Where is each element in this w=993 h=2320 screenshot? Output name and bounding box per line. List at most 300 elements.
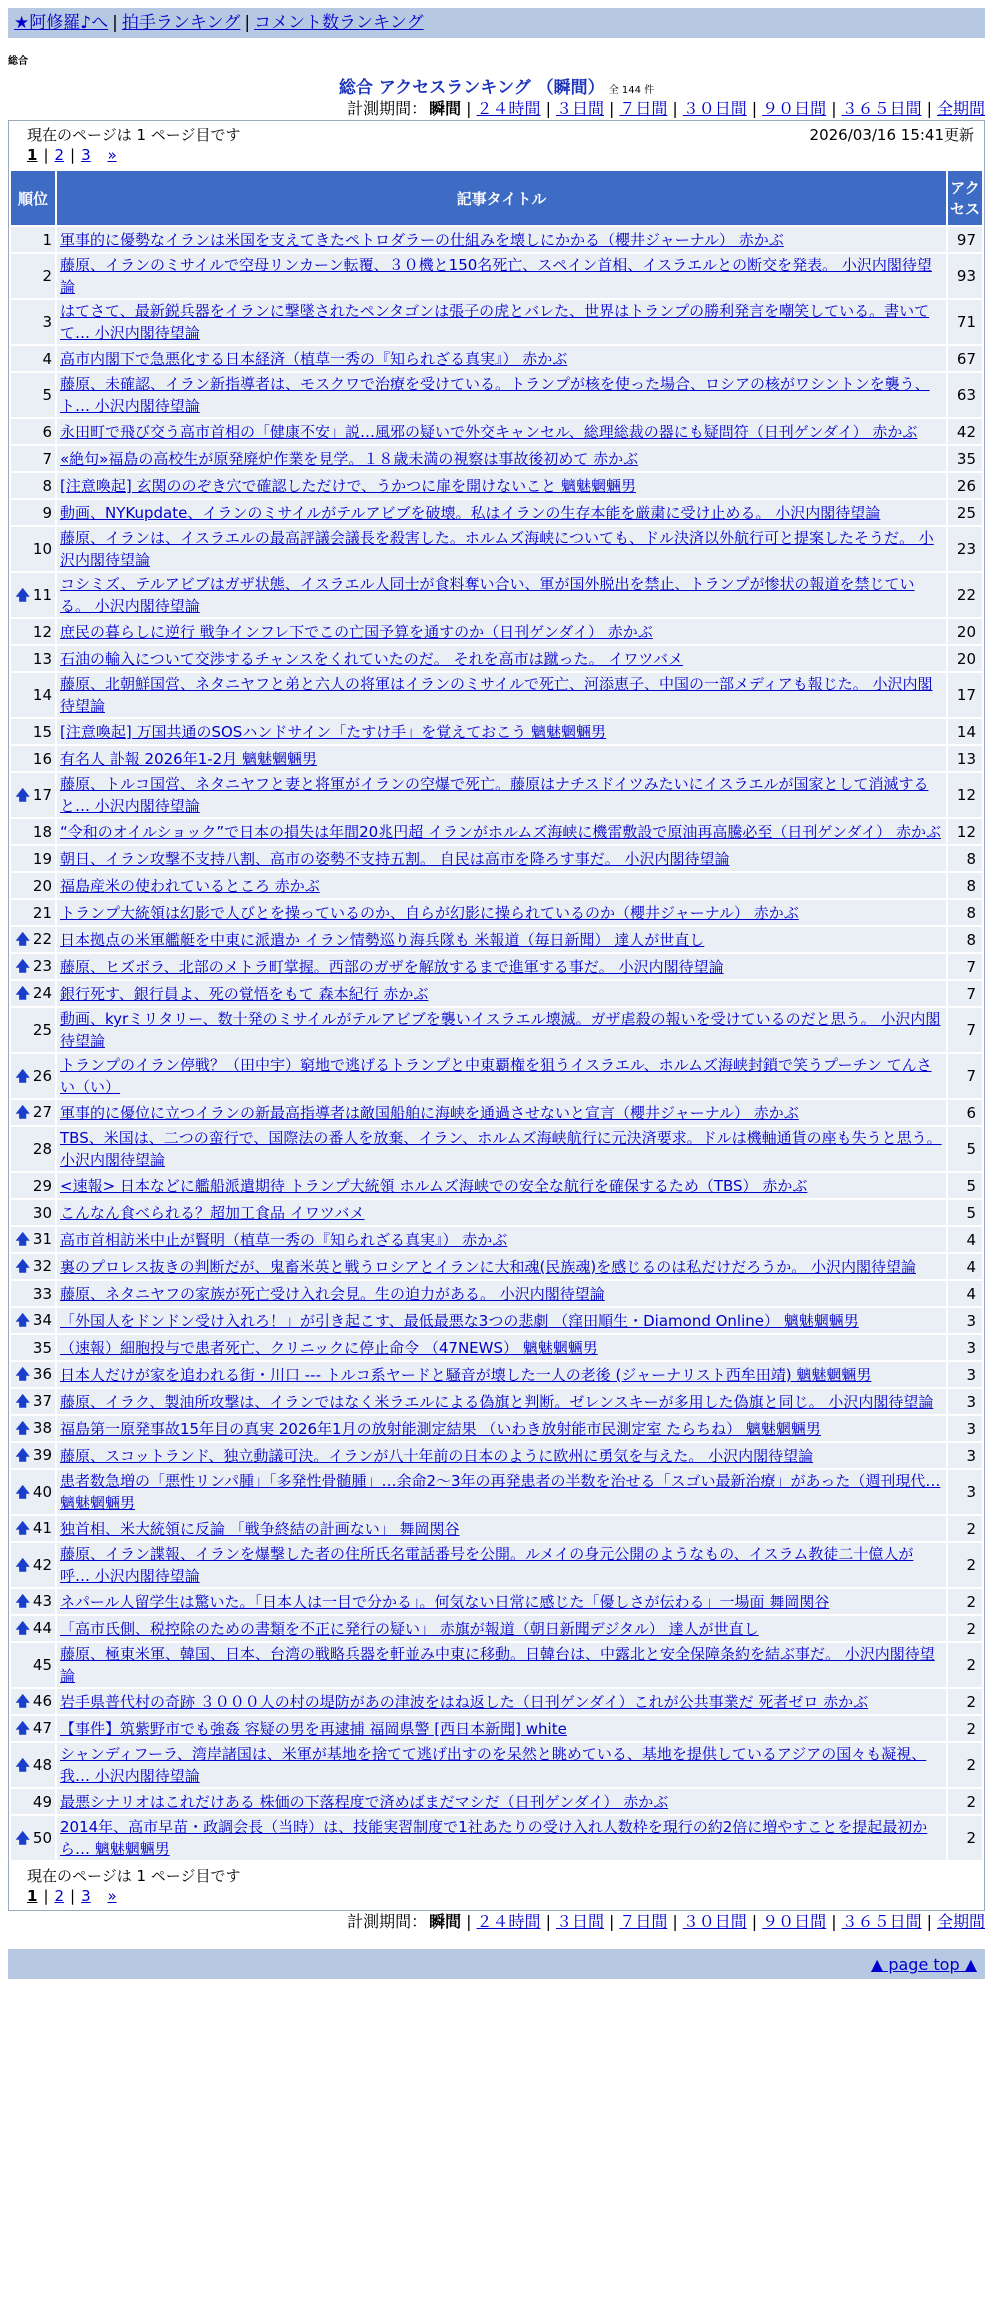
period-link-1[interactable]: ３日間	[555, 99, 604, 118]
rank-number: 41	[32, 1519, 52, 1537]
title-cell	[57, 1254, 946, 1279]
access-count: 3	[948, 1416, 982, 1441]
table-row	[11, 846, 982, 871]
separator: |	[545, 1912, 551, 1931]
up-arrow-icon: 🡅	[15, 787, 30, 804]
rank-number: 29	[32, 1176, 52, 1195]
info-bar	[9, 121, 984, 146]
category-label: 総合	[8, 56, 28, 67]
access-count: 3	[948, 1389, 982, 1414]
rank-number: 35	[32, 1338, 52, 1357]
title-cell	[57, 1643, 946, 1687]
home-link[interactable]: ★阿修羅♪へ	[14, 13, 109, 33]
column-header-access: アクセス	[948, 171, 982, 225]
rank-cell	[11, 300, 55, 344]
access-count: 22	[948, 573, 982, 617]
rank-number: 17	[32, 785, 52, 804]
up-arrow-icon: 🡅	[15, 587, 30, 604]
rank-number: 26	[32, 1066, 52, 1085]
article-link[interactable]: «絶句»福島の高校生が原発廃炉作業を見学。１８歳未満の視察は事故後初めて 赤かぶ	[60, 449, 639, 468]
access-count: 4	[948, 1254, 982, 1279]
table-row	[11, 619, 982, 644]
table-row	[11, 1335, 982, 1360]
separator: |	[466, 1912, 472, 1931]
up-arrow-icon: 🡅	[15, 1259, 30, 1275]
table-row	[11, 673, 982, 717]
rank-number: 28	[32, 1140, 52, 1158]
table-row	[11, 1616, 982, 1641]
separator: |	[70, 1887, 76, 1905]
rank-number: 23	[32, 957, 52, 975]
article-link[interactable]: 藤原、ネタニヤフの家族が死亡受け入れ会見。生の迫力がある。 小沢内閣待望論	[60, 1284, 605, 1303]
access-count: 25	[948, 500, 982, 525]
article-link[interactable]: [注意喚起] 玄関ののぞき穴で確認しただけで、うかつに扉を開けないこと 魑魅魍魎男	[60, 476, 636, 495]
article-link[interactable]: <速報> 日本などに艦船派遣期待 トランプ大統領 ホルムズ海峡での安全な航行を確保するため（TBS） 赤かぶ	[60, 1176, 808, 1195]
table-row	[11, 1516, 982, 1541]
article-link[interactable]: 福島産米の使われているところ 赤かぶ	[60, 876, 320, 895]
table-row	[11, 446, 982, 471]
rank-cell	[11, 1308, 55, 1333]
period-selector-top	[8, 98, 985, 120]
rank-cell	[11, 619, 55, 644]
period-link-1[interactable]: ３日間	[555, 1912, 604, 1931]
up-arrow-icon: 🡅	[15, 1421, 30, 1437]
table-row	[11, 1127, 982, 1171]
bottom-bar	[8, 1949, 985, 1979]
access-count: 14	[948, 719, 982, 744]
separator: |	[672, 99, 678, 118]
period-label: 計測期間：	[347, 99, 428, 118]
article-link[interactable]: はてさて、最新鋭兵器をイランに撃墜されたペンタゴンは張子の虎とバレた、世界はトランプの勝利発言を嘲笑している。書いてて… 小沢内閣待望論	[60, 302, 930, 342]
article-link[interactable]: 「高市氏側、税控除のための書類を不正に発行の疑い」 赤旗が報道（朝日新聞デジタル） 達人が世直し	[60, 1619, 759, 1638]
rank-cell	[11, 419, 55, 444]
separator: |	[112, 13, 118, 33]
table-row	[11, 1716, 982, 1741]
rank-number: 1	[42, 230, 52, 249]
rank-cell	[11, 846, 55, 871]
up-arrow-icon: 🡅	[15, 1757, 30, 1774]
article-link[interactable]: [注意喚起] 万国共通のSOSハンドサイン「たすけ手」を覚えておこう 魑魅魍魎男	[60, 722, 607, 741]
rank-cell	[11, 1470, 55, 1514]
period-link-6[interactable]: 全期間	[936, 1912, 985, 1931]
access-count: 2	[948, 1589, 982, 1614]
pager-next[interactable]: »	[107, 146, 117, 164]
up-arrow-icon: 🡅	[15, 932, 30, 948]
article-link[interactable]: 石油の輸入について交渉するチャンスをくれていたのだ。 それを高市は蹴った。 イワツバメ	[60, 649, 684, 668]
up-arrow-icon: 🡅	[15, 1068, 30, 1085]
article-link[interactable]: 藤原、イラン諜報、イランを爆撃した者の住所氏名電話番号を公開。ルメイの身元公開のようなもの、イスラム教徒二十億人が呼… 小沢内閣待望論	[60, 1545, 914, 1585]
table-row	[11, 1254, 982, 1279]
title-cell	[57, 873, 946, 898]
article-link[interactable]: 軍事的に優勢なイランは米国を支えてきたペトロダラーの仕組みを壊しにかかる（櫻井ジャーナル） 赤かぶ	[60, 230, 784, 249]
separator: |	[244, 13, 251, 33]
rank-number: 25	[32, 1021, 52, 1039]
article-link[interactable]: 藤原、ヒズボラ、北部のメトラ町掌握。西部のガザを解放するまで進軍する事だ。 小沢内閣待望論	[60, 957, 724, 976]
up-arrow-icon: 🡅	[15, 986, 30, 1002]
article-link[interactable]: 藤原、イランのミサイルで空母リンカーン転覆、３０機と150名死亡、スペイン首相、イスラエルとの断交を発表。 小沢内閣待望論	[60, 256, 932, 296]
article-link[interactable]: 藤原、スコットランド、独立動議可決。イランが八十年前の日本のように欧州に勇気を与えた。 小沢内閣待望論	[60, 1446, 814, 1465]
access-count: 2	[948, 1543, 982, 1587]
access-count: 93	[948, 254, 982, 298]
rank-cell	[11, 1335, 55, 1360]
access-count: 12	[948, 819, 982, 844]
period-link-4[interactable]: ９０日間	[762, 1912, 827, 1931]
rank-number: 20	[32, 876, 52, 895]
title-cell	[57, 1335, 946, 1360]
table-row	[11, 1689, 982, 1714]
table-row	[11, 527, 982, 571]
rank-cell	[11, 1254, 55, 1279]
period-selector-bottom	[8, 1911, 985, 1933]
separator: |	[926, 1912, 932, 1931]
table-row	[11, 1200, 982, 1225]
access-count: 8	[948, 900, 982, 925]
column-header-rank: 順位	[11, 171, 55, 225]
title-cell	[57, 746, 946, 771]
separator: |	[608, 99, 615, 118]
table-row	[11, 1054, 982, 1098]
period-current: 瞬間	[429, 99, 462, 118]
rank-cell	[11, 927, 55, 952]
access-count: 26	[948, 473, 982, 498]
rank-cell	[11, 500, 55, 525]
article-link[interactable]: トランプのイラン停戦？（田中宇）窮地で逃げるトランプと中東覇権を狙うイスラエル、ホルムズ海峡封鎖で笑うプーチン てんさい（い）	[60, 1056, 932, 1096]
access-count: 3	[948, 1335, 982, 1360]
rank-cell	[11, 1443, 55, 1468]
up-arrow-icon: 🡅	[15, 1394, 30, 1410]
article-link[interactable]: コシミズ、テルアビブはガザ状態、イスラエル人同士が食料奪い合い、軍が国外脱出を禁止、トランプが惨状の報道を禁じている。 小沢内閣待望論	[60, 575, 915, 615]
up-arrow-icon: 🡅	[15, 1313, 30, 1329]
title-cell	[57, 300, 946, 344]
rank-cell	[11, 1100, 55, 1125]
rank-cell	[11, 1127, 55, 1171]
access-count: 2	[948, 1789, 982, 1814]
title-cell	[57, 819, 946, 844]
table-row	[11, 419, 982, 444]
article-link[interactable]: 【事件】筑紫野市でも強姦 容疑の男を再逮捕 福岡県警 [西日本新聞] white	[60, 1719, 567, 1738]
period-link-6[interactable]: 全期間	[936, 99, 985, 118]
title-cell	[57, 1416, 946, 1441]
rank-cell	[11, 900, 55, 925]
article-link[interactable]: 藤原、イラク、製油所攻撃は、イランではなく米ラエルによる偽旗と判断。ゼレンスキーが多用した偽旗と同じ。 小沢内閣待望論	[60, 1392, 934, 1411]
table-row	[11, 300, 982, 344]
period-link-5[interactable]: ３６５日間	[841, 1912, 922, 1931]
table-row	[11, 254, 982, 298]
title-cell	[57, 1173, 946, 1198]
title-row	[8, 73, 985, 98]
rank-cell	[11, 981, 55, 1006]
rank-number: 27	[32, 1103, 52, 1121]
separator: |	[545, 99, 551, 118]
rank-number: 39	[32, 1446, 52, 1464]
up-arrow-icon: 🡅	[15, 1448, 30, 1464]
rank-cell	[11, 873, 55, 898]
separator: |	[751, 1912, 758, 1931]
period-link-5[interactable]: ３６５日間	[841, 99, 922, 118]
title-cell	[57, 1362, 946, 1387]
article-link[interactable]: トランプ大統領は幻影で人びとを操っているのか、自らが幻影に操られているのか（櫻井ジャーナル） 赤かぶ	[60, 903, 799, 922]
table-row	[11, 1589, 982, 1614]
up-arrow-icon: 🡅	[15, 1830, 30, 1847]
access-count: 3	[948, 1362, 982, 1387]
title-cell	[57, 673, 946, 717]
article-link[interactable]: 藤原、トルコ国営、ネタニヤフと妻と将軍がイランの空爆で死亡。藤原はナチスドイツみたいにイスラエルが国家として消滅すると… 小沢内閣待望論	[60, 775, 929, 815]
rank-cell	[11, 746, 55, 771]
separator: |	[751, 99, 758, 118]
title-cell	[57, 1443, 946, 1468]
article-link[interactable]: ネパール人留学生は驚いた。「日本人は一目で分かる」。何気ない日常に感じた「優しさが伝わる」一場面 舞岡関谷	[60, 1592, 830, 1611]
separator: |	[831, 99, 837, 118]
article-link[interactable]: 患者数急増の「悪性リンパ腫」「多発性骨髄腫」…余命2～3年の再発患者の半数を治せる「スゴい最新治療」があった（週刊現代… 魑魅魍魎男	[60, 1472, 941, 1512]
access-count: 4	[948, 1227, 982, 1252]
separator	[97, 146, 102, 164]
title-cell	[57, 346, 946, 371]
article-link[interactable]: 独首相、米大統領に反論 「戦争終結の計画ない」 舞岡関谷	[60, 1519, 460, 1538]
updated-timestamp: 2026/03/16 15:41更新	[809, 126, 974, 144]
rank-number: 37	[32, 1392, 52, 1410]
pager-current: 1	[27, 1887, 38, 1905]
top-navigation	[8, 8, 985, 38]
comment-ranking-link[interactable]: コメント数ランキング	[254, 13, 424, 33]
rank-cell	[11, 1281, 55, 1306]
table-row	[11, 1470, 982, 1514]
separator: |	[43, 1887, 49, 1905]
access-count: 63	[948, 373, 982, 417]
title-cell	[57, 1689, 946, 1714]
access-count: 23	[948, 527, 982, 571]
title-cell	[57, 573, 946, 617]
title-cell	[57, 981, 946, 1006]
title-cell	[57, 1281, 946, 1306]
rank-number: 42	[32, 1555, 52, 1574]
title-cell	[57, 1308, 946, 1333]
article-link[interactable]: シャンディフーラ、湾岸諸国は、米軍が基地を捨てて逃げ出すのを呆然と眺めている、基地を提供しているアジアの国々も凝視、我… 小沢内閣待望論	[60, 1745, 927, 1785]
period-label: 計測期間：	[347, 1912, 428, 1931]
article-link[interactable]: 永田町で飛び交う高市首相の「健康不安」説…風邪の疑いで外交キャンセル、総理総裁の器にも疑問符（日刊ゲンダイ） 赤かぶ	[60, 422, 918, 441]
rank-cell	[11, 446, 55, 471]
title-cell	[57, 646, 946, 671]
title-cell	[57, 1227, 946, 1252]
table-row	[11, 1227, 982, 1252]
article-link[interactable]: TBS、米国は、二つの蛮行で、国際法の番人を放棄、イラン、ホルムズ海峡航行に元決済要求。ドルは機軸通貨の座も失うと思う。 小沢内閣待望論	[60, 1129, 942, 1169]
article-link[interactable]: “令和のオイルショック”で日本の損失は年間20兆円超 イランがホルムズ海峡に機雷敷設で原油再高騰必至（日刊ゲンダイ） 赤かぶ	[60, 822, 941, 841]
clap-ranking-link[interactable]: 拍手ランキング	[121, 13, 241, 33]
rank-cell	[11, 1054, 55, 1098]
title-cell	[57, 1200, 946, 1225]
period-link-2[interactable]: ７日間	[619, 99, 668, 118]
access-count: 97	[948, 227, 982, 252]
title-cell	[57, 773, 946, 817]
title-cell	[57, 900, 946, 925]
table-row	[11, 1416, 982, 1441]
article-link[interactable]: 動画、NYKupdate、イランのミサイルがテルアビブを破壊。私はイランの生存本能を厳粛に受け止める。 小沢内閣待望論	[60, 503, 881, 522]
rank-number: 14	[32, 686, 52, 704]
title-cell	[57, 927, 946, 952]
rank-number: 45	[32, 1656, 52, 1674]
access-count: 7	[948, 954, 982, 979]
rank-number: 8	[42, 476, 52, 495]
rank-number: 7	[42, 449, 52, 468]
table-row	[11, 954, 982, 979]
article-link[interactable]: 福島第一原発事故15年目の真実 2026年1月の放射能測定結果 （いわき放射能市民測定室 たらちね） 魑魅魍魎男	[60, 1419, 821, 1438]
up-arrow-icon: 🡅	[15, 1232, 30, 1248]
title-cell	[57, 1516, 946, 1541]
access-count: 5	[948, 1127, 982, 1171]
access-count: 8	[948, 927, 982, 952]
access-count: 3	[948, 1443, 982, 1468]
separator: |	[672, 1912, 678, 1931]
ranking-table	[9, 169, 984, 1862]
article-link[interactable]: 高市首相訪米中止が賢明（植草一秀の『知られざる真実』） 赤かぶ	[60, 1230, 508, 1249]
title-cell	[57, 473, 946, 498]
title-cell	[57, 446, 946, 471]
title-cell	[57, 1816, 946, 1860]
rank-number: 30	[32, 1203, 52, 1222]
table-row	[11, 927, 982, 952]
period-link-2[interactable]: ７日間	[619, 1912, 668, 1931]
article-link[interactable]: 藤原、極東米軍、韓国、日本、台湾の戦略兵器を軒並み中東に移動。日韓台は、中露北と安全保障条約を結ぶ事だ。 小沢内閣待望論	[60, 1645, 935, 1685]
rank-cell	[11, 1589, 55, 1614]
table-row	[11, 646, 982, 671]
table-row	[11, 819, 982, 844]
article-link[interactable]: 日本人だけが家を追われる街・川口 --- トルコ系ヤードと騒音が壊した一人の老後 (ジャーナリスト西牟田靖) 魑魅魍魎男	[60, 1365, 872, 1384]
article-link[interactable]: 藤原、北朝鮮国営、ネタニヤフと弟と六人の将軍はイランのミサイルで死亡、河添恵子、中国の一部メディアも報じた。 小沢内閣待望論	[60, 675, 933, 715]
table-row	[11, 719, 982, 744]
table-row	[11, 500, 982, 525]
article-link[interactable]: 裏のプロレス抜きの判断だが、鬼畜米英と戦うロシアとイランに大和魂(民族魂)を感じるのは私だけだろうか。 小沢内閣待望論	[60, 1257, 917, 1276]
rank-number: 44	[32, 1619, 52, 1637]
title-cell	[57, 954, 946, 979]
article-link[interactable]: こんなん食べられる？超加工食品 イワツバメ	[60, 1203, 365, 1222]
article-link[interactable]: 岩手県普代村の奇跡 ３０００人の村の堤防があの津波をはね返した（日刊ゲンダイ）これが公共事業だ 死者ゼロ 赤かぶ	[60, 1692, 869, 1711]
period-current: 瞬間	[429, 1912, 462, 1931]
rank-cell	[11, 1616, 55, 1641]
period-link-4[interactable]: ９０日間	[762, 99, 827, 118]
title-cell	[57, 619, 946, 644]
article-link[interactable]: 日本拠点の米軍艦艇を中東に派遣か イラン情勢巡り海兵隊も 米報道（毎日新聞） 達人が世直し	[60, 930, 705, 949]
pager-top	[9, 146, 984, 169]
pager-bottom	[9, 1887, 984, 1910]
up-arrow-icon: 🡅	[15, 1105, 30, 1121]
table-row	[11, 1173, 982, 1198]
rank-cell	[11, 1789, 55, 1814]
rank-number: 16	[32, 749, 52, 768]
rank-number: 13	[32, 649, 52, 668]
table-row	[11, 1389, 982, 1414]
table-row	[11, 1543, 982, 1587]
rank-number: 12	[32, 622, 52, 641]
total-count: 全 144 件	[608, 85, 655, 96]
article-link[interactable]: 2014年、高市早苗・政調会長（当時）は、技能実習制度で1社あたりの受け入れ人数枠を現行の約2倍に増やすことを提起最初から… 魑魅魍魎男	[60, 1818, 928, 1858]
table-row	[11, 873, 982, 898]
rank-number: 4	[42, 349, 52, 368]
title-cell	[57, 227, 946, 252]
article-link[interactable]: 高市内閣下で急悪化する日本経済（植草一秀の『知られざる真実』） 赤かぶ	[60, 349, 568, 368]
period-link-0[interactable]: ２４時間	[476, 99, 541, 118]
rank-number: 24	[32, 984, 52, 1002]
article-link[interactable]: 動画、kyrミリタリー、数十発のミサイルがテルアビブを襲いイスラエル壊滅。ガザ虐殺の報いを受けているのだと思う。 小沢内閣待望論	[60, 1010, 941, 1050]
up-arrow-icon: 🡅	[15, 1594, 30, 1610]
table-row	[11, 473, 982, 498]
rank-number: 50	[32, 1828, 52, 1847]
page-top-link[interactable]: ▲ page top ▲	[870, 1955, 977, 1974]
article-link[interactable]: 有名人 訃報 2026年1-2月 魑魅魍魎男	[60, 749, 317, 768]
rank-number: 6	[42, 422, 52, 441]
pager-link-3[interactable]: 3	[81, 1887, 91, 1905]
access-count: 2	[948, 1816, 982, 1860]
title-cell	[57, 373, 946, 417]
rank-cell	[11, 346, 55, 371]
current-page-text: 現在のページは 1 ページ目です	[27, 126, 241, 144]
article-link[interactable]: 最悪シナリオはこれだけある 株価の下落程度で済めばまだマシだ（日刊ゲンダイ） 赤かぶ	[60, 1792, 669, 1811]
article-link[interactable]: 庶民の暮らしに逆行 戦争インフレ下でこの亡国予算を通すのか（日刊ゲンダイ） 赤かぶ	[60, 622, 653, 641]
article-link[interactable]: 銀行死す、銀行員よ、死の覚悟をもて 森本紀行 赤かぶ	[60, 984, 429, 1003]
pager-current: 1	[27, 146, 38, 164]
title-cell	[57, 254, 946, 298]
up-arrow-icon: 🡅	[15, 1484, 30, 1501]
article-link[interactable]: 藤原、未確認、イラン新指導者は、モスクワで治療を受けている。トランプが核を使った場合、ロシアの核がワシントンを襲う、ト… 小沢内閣待望論	[60, 375, 930, 415]
title-cell	[57, 846, 946, 871]
pager-link-2[interactable]: 2	[54, 1887, 65, 1905]
rank-cell	[11, 1816, 55, 1860]
rank-number: 10	[32, 540, 52, 558]
rank-cell	[11, 1008, 55, 1052]
current-page-text: 現在のページは 1 ページ目です	[27, 1867, 241, 1885]
article-link[interactable]: 藤原、イランは、イスラエルの最高評議会議長を殺害した。ホルムズ海峡についても、ドル決済以外航行可と提案したそうだ。 小沢内閣待望論	[60, 529, 934, 569]
rank-cell	[11, 1200, 55, 1225]
title-cell	[57, 1543, 946, 1587]
table-row	[11, 373, 982, 417]
pager-next[interactable]: »	[107, 1887, 117, 1905]
rank-number: 33	[32, 1284, 52, 1303]
rank-number: 47	[32, 1719, 52, 1737]
period-link-3[interactable]: ３０日間	[682, 99, 747, 118]
access-count: 35	[948, 446, 982, 471]
article-link[interactable]: 朝日、イラン攻撃不支持八割、高市の姿勢不支持五割。 自民は高市を降ろす事だ。 小沢内閣待望論	[60, 849, 730, 868]
pager-link-3[interactable]: 3	[81, 146, 91, 164]
rank-number: 15	[32, 722, 52, 741]
article-link[interactable]: （速報）細胞投与で患者死亡、クリニックに停止命令 （47NEWS） 魑魅魍魎男	[60, 1338, 598, 1357]
title-cell	[57, 527, 946, 571]
access-count: 2	[948, 1616, 982, 1641]
table-row	[11, 1008, 982, 1052]
title-cell	[57, 1589, 946, 1614]
title-cell	[57, 1054, 946, 1098]
table-row	[11, 900, 982, 925]
rank-cell	[11, 1173, 55, 1198]
title-cell	[57, 1789, 946, 1814]
article-link[interactable]: 「外国人をドンドン受け入れろ！」が引き起こす、最低最悪な3つの悲劇 （窪田順生・Diamond Online） 魑魅魍魎男	[60, 1311, 859, 1330]
separator: |	[466, 99, 472, 118]
rank-cell	[11, 1389, 55, 1414]
pager-link-2[interactable]: 2	[54, 146, 65, 164]
ranking-box	[8, 120, 985, 1911]
up-arrow-icon: 🡅	[15, 1367, 30, 1383]
access-count: 8	[948, 873, 982, 898]
period-link-0[interactable]: ２４時間	[476, 1912, 541, 1931]
rank-cell	[11, 1716, 55, 1741]
access-count: 13	[948, 746, 982, 771]
rank-number: 34	[32, 1311, 52, 1329]
rank-number: 38	[32, 1419, 52, 1437]
article-link[interactable]: 軍事的に優位に立つイランの新最高指導者は敵国船舶に海峡を通過させないと宣言（櫻井ジャーナル） 赤かぶ	[60, 1103, 799, 1122]
access-count: 12	[948, 773, 982, 817]
period-link-3[interactable]: ３０日間	[682, 1912, 747, 1931]
rank-cell	[11, 1743, 55, 1787]
up-arrow-icon: 🡅	[15, 1621, 30, 1637]
rank-cell	[11, 1516, 55, 1541]
rank-cell	[11, 1227, 55, 1252]
